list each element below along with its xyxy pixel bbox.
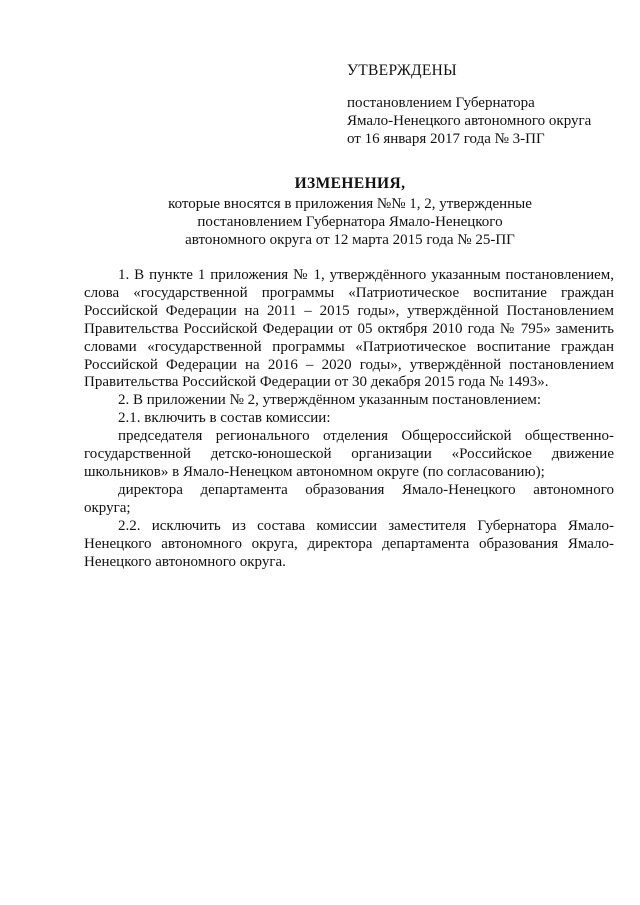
approval-heading: УТВЕРЖДЕНЫ — [347, 62, 457, 79]
text-line: Ненецкого автономного округа. — [84, 553, 286, 570]
text-line: 2.1. включить в состав комиссии: — [118, 410, 331, 427]
document-subtitle-line: постановлением Губернатора Ямало-Ненецкого — [197, 214, 503, 230]
text-line: словами «государственной программы «Патриотическое воспитание граждан — [84, 338, 614, 355]
text-line: слова «государственной программы «Патриотическое воспитание граждан — [84, 284, 614, 301]
approval-line: постановлением Губернатора — [347, 95, 535, 111]
text-line: 1. В пункте 1 приложения № 1, утверждённого указанным постановлением, — [118, 267, 614, 283]
text-line: государственной детско-юношеской организации «Российское движение — [84, 446, 614, 463]
document-title: ИЗМЕНЕНИЯ, — [294, 175, 406, 192]
paragraph-2-1 — [84, 410, 614, 428]
text-line: Российской Федерации на 2016 – 2020 годы», утверждённой постановлением — [84, 356, 614, 373]
approval-line: от 16 января 2017 года № 3-ПГ — [347, 131, 545, 147]
paragraph-director — [84, 482, 614, 518]
text-line: 2.2. исключить из состава комиссии заместителя Губернатора Ямало- — [118, 517, 614, 534]
document-title-block — [100, 175, 600, 249]
text-line: председателя регионального отделения Общероссийской общественно- — [118, 428, 614, 445]
text-line: Правительства Российской Федерации от 30 декабря 2015 года № 1493». — [84, 374, 549, 391]
text-line: 2. В приложении № 2, утверждённом указанным постановлением: — [118, 392, 542, 409]
paragraph-1 — [84, 267, 614, 392]
text-line: округа; — [84, 499, 131, 516]
text-line: Российской Федерации на 2011 – 2015 годы», утверждённой Постановлением — [84, 302, 614, 319]
approval-line: Ямало-Ненецкого автономного округа — [347, 113, 592, 129]
text-line: директора департамента образования Ямало-Ненецкого автономного — [118, 481, 614, 498]
text-line: школьников» в Ямало-Ненецком автономном округе (по согласованию); — [84, 463, 545, 480]
document-subtitle-line: автономного округа от 12 марта 2015 года № 25-ПГ — [185, 232, 515, 248]
text-line: Ненецкого автономного округа, директора департамента образования Ямало- — [84, 535, 614, 552]
paragraph-chairman — [84, 428, 614, 482]
paragraph-2-2 — [84, 518, 614, 572]
text-line: Правительства Российской Федерации от 05 октября 2010 года № 795» заменить — [84, 320, 614, 337]
document-subtitle-line: которые вносятся в приложения №№ 1, 2, утвержденные — [168, 196, 532, 212]
approval-block — [347, 62, 617, 148]
document-body — [84, 267, 614, 571]
paragraph-2 — [84, 392, 614, 410]
